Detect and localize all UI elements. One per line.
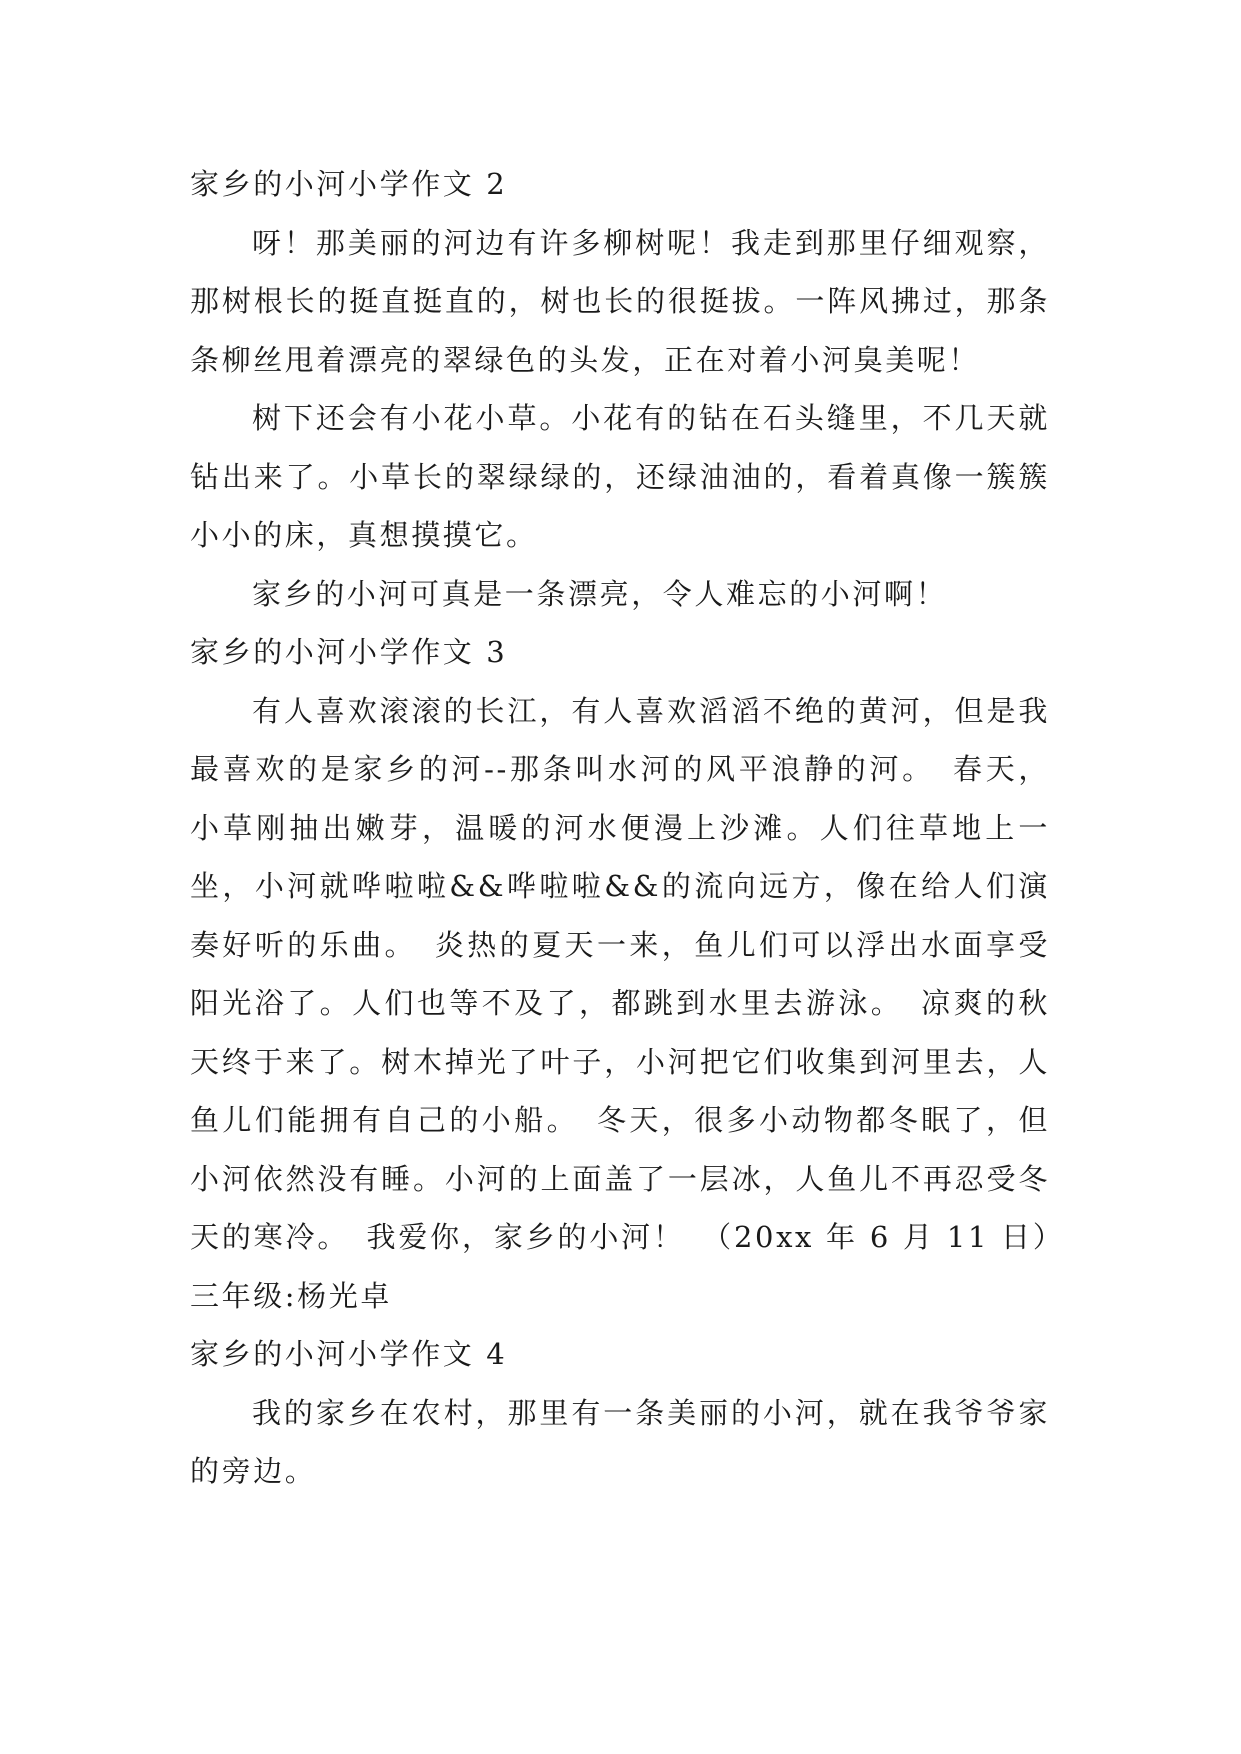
- essay-section-3: [190, 623, 1050, 1325]
- section-heading: 家乡的小河小学作文 2: [190, 167, 508, 201]
- section-heading: 家乡的小河小学作文 4: [190, 1337, 508, 1371]
- paragraph: 我的家乡在农村，那里有一条美丽的小河，就在我爷爷家的旁边。: [190, 1395, 1050, 1488]
- paragraph: 有人喜欢滚滚的长江，有人喜欢滔滔不绝的黄河，但是我最喜欢的是家乡的河--那条叫水河的风平浪静的河。 春天，小草刚抽出嫩芽，温暖的河水便漫上沙滩。人们往草地上一坐，小河就哗啦啦&&哗啦啦&&的流向远方，像在给人们演奏好听的乐曲。 炎热的夏天一来，鱼儿们可以浮出水面享受阳光浴了。人们也等不及了，都跳到水里去游泳。 凉爽的秋天终于来了。树木掉光了叶子，小河把它们收集到河里去，人鱼儿们能拥有自己的小船。 冬天，很多小动物都冬眠了，但小河依然没有睡。小河的上面盖了一层冰，人鱼儿不再忍受冬天的寒冷。 我爱你，家乡的小河！ （20xx 年 6 月 11 日）三年级:杨光卓: [190, 693, 1050, 1313]
- essay-section-2: [190, 155, 1050, 623]
- section-heading: 家乡的小河小学作文 3: [190, 635, 508, 669]
- paragraph: 家乡的小河可真是一条漂亮，令人难忘的小河啊！: [252, 576, 948, 611]
- essay-section-4: [190, 1325, 1050, 1501]
- paragraph: 呀！那美丽的河边有许多柳树呢！我走到那里仔细观察，那树根长的挺直挺直的，树也长的很挺拔。一阵风拂过，那条条柳丝甩着漂亮的翠绿色的头发，正在对着小河臭美呢！: [190, 225, 1050, 377]
- paragraph: 树下还会有小花小草。小花有的钻在石头缝里，不几天就钻出来了。小草长的翠绿绿的，还绿油油的，看着真像一簇簇小小的床，真想摸摸它。: [190, 401, 1050, 552]
- document-body: [190, 155, 1050, 1501]
